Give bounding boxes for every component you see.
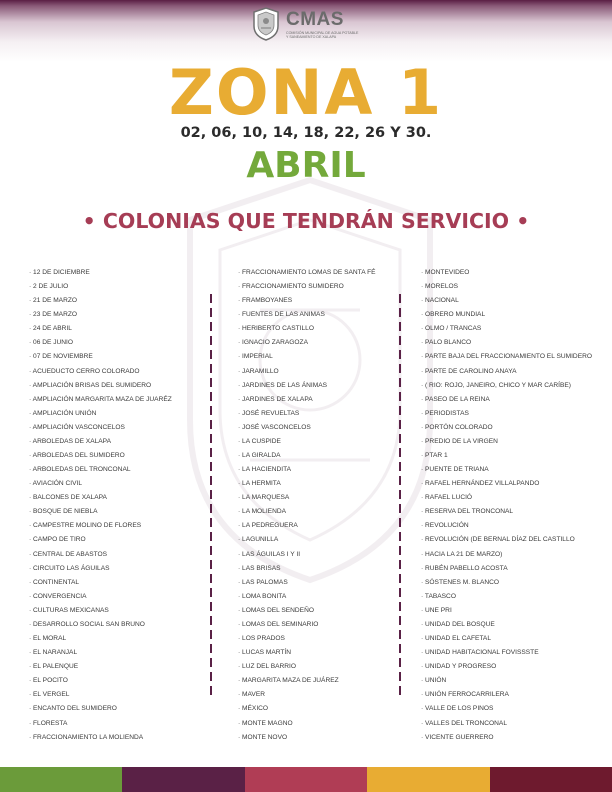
footer-color-segment	[122, 767, 244, 792]
colonia-item: · JOSÉ VASCONCELOS	[238, 421, 376, 435]
colonia-item: · EL MORAL	[29, 632, 172, 646]
colonia-item: · LA PEDREGUERA	[238, 519, 376, 533]
colonia-item: · CAMPO DE TIRO	[29, 533, 172, 547]
colonia-item: · CONVERGENCIA	[29, 590, 172, 604]
colonia-item: · LUZ DEL BARRIO	[238, 660, 376, 674]
colonia-item: · JARDINES DE XALAPA	[238, 393, 376, 407]
colonia-item: · EL POCITO	[29, 674, 172, 688]
logo-subtitle: COMISIÓN MUNICIPAL DE AGUA POTABLE Y SANEAMIENTO DE XALAPA	[286, 31, 359, 40]
colonia-item: · BOSQUE DE NIEBLA	[29, 505, 172, 519]
colonia-item: · UNE PRI	[421, 604, 592, 618]
colonia-item: · 06 DE JUNIO	[29, 336, 172, 350]
colonia-item: · CENTRAL DE ABASTOS	[29, 548, 172, 562]
colonia-item: · PALO BLANCO	[421, 336, 592, 350]
colonia-item: · AMPLIACIÓN UNIÓN	[29, 407, 172, 421]
colonia-item: · MONTE MAGNO	[238, 717, 376, 731]
colonia-item: · PARTE DE CAROLINO ANAYA	[421, 365, 592, 379]
colonia-item: · LOS PRADOS	[238, 632, 376, 646]
colonia-item: · FUENTES DE LAS ANIMAS	[238, 308, 376, 322]
colonia-item: · LA HERMITA	[238, 477, 376, 491]
colonia-item: · HERIBERTO CASTILLO	[238, 322, 376, 336]
colonia-item: · RESERVA DEL TRONCONAL	[421, 505, 592, 519]
colonia-item: · CULTURAS MEXICANAS	[29, 604, 172, 618]
colonia-item: · PERIODISTAS	[421, 407, 592, 421]
colonia-item: · CIRCUITO LAS ÁGUILAS	[29, 562, 172, 576]
colonia-item: · EL VERGEL	[29, 688, 172, 702]
coat-of-arms-icon	[250, 6, 282, 42]
colonia-item: · 2 DE JULIO	[29, 280, 172, 294]
colonia-item: · LUCAS MARTÍN	[238, 646, 376, 660]
colonia-item: · UNIÓN	[421, 674, 592, 688]
colonia-item: · 07 DE NOVIEMBRE	[29, 350, 172, 364]
colonia-item: · REVOLUCIÓN	[421, 519, 592, 533]
colonias-column-1	[29, 266, 172, 745]
colonia-item: · LOMAS DEL SEMINARIO	[238, 618, 376, 632]
colonia-item: · UNIDAD Y PROGRESO	[421, 660, 592, 674]
colonia-item: · LA HACIENDITA	[238, 463, 376, 477]
colonia-item: · FRACCIONAMIENTO LOMAS DE SANTA FÉ	[238, 266, 376, 280]
colonia-item: · LAS BRISAS	[238, 562, 376, 576]
colonia-item: · 24 DE ABRIL	[29, 322, 172, 336]
cmas-logo	[250, 6, 362, 44]
zone-title: ZONA 1	[168, 56, 444, 129]
footer-color-segment	[0, 767, 122, 792]
colonia-item: · AMPLIACIÓN BRISAS DEL SUMIDERO	[29, 379, 172, 393]
colonia-item: · MÉXICO	[238, 702, 376, 716]
colonia-item: · CAMPESTRE MOLINO DE FLORES	[29, 519, 172, 533]
colonia-item: · UNIDAD HABITACIONAL FOVISSSTE	[421, 646, 592, 660]
footer-color-segment	[245, 767, 367, 792]
colonia-item: · TABASCO	[421, 590, 592, 604]
colonia-item: · SÓSTENES M. BLANCO	[421, 576, 592, 590]
colonias-column-3	[421, 266, 592, 745]
colonia-item: · LA CUSPIDE	[238, 435, 376, 449]
colonia-item: · OBRERO MUNDIAL	[421, 308, 592, 322]
colonia-item: · 21 DE MARZO	[29, 294, 172, 308]
colonia-item: · ( RIO: ROJO, JANEIRO, CHICO Y MAR CARÍBE)	[421, 379, 592, 393]
service-days: 02, 06, 10, 14, 18, 22, 26 Y 30.	[180, 125, 432, 141]
colonia-item: · 12 DE DICIEMBRE	[29, 266, 172, 280]
colonia-item: · MONTE NOVO	[238, 731, 376, 745]
colonias-column-2	[238, 266, 376, 745]
colonia-item: · RAFAEL LUCIÓ	[421, 491, 592, 505]
colonia-item: · UNIDAD DEL BOSQUE	[421, 618, 592, 632]
colonia-item: · HACIA LA 21 DE MARZO)	[421, 548, 592, 562]
colonia-item: · RAFAEL HERNÁNDEZ VILLALPANDO	[421, 477, 592, 491]
colonia-item: · FRACCIONAMIENTO LA MOLIENDA	[29, 731, 172, 745]
colonia-item: · PASEO DE LA REINA	[421, 393, 592, 407]
colonia-item: · ENCANTO DEL SUMIDERO	[29, 702, 172, 716]
colonia-item: · LAS PALOMAS	[238, 576, 376, 590]
colonia-item: · FRAMBOYANES	[238, 294, 376, 308]
colonia-item: · VALLES DEL TRONCONAL	[421, 717, 592, 731]
colonia-item: · DESARROLLO SOCIAL SAN BRUNO	[29, 618, 172, 632]
colonia-item: · VICENTE GUERRERO	[421, 731, 592, 745]
colonia-item: · LOMAS DEL SENDEÑO	[238, 604, 376, 618]
footer-color-segment	[490, 767, 612, 792]
colonia-item: · CONTINENTAL	[29, 576, 172, 590]
colonia-item: · AMPLIACIÓN VASCONCELOS	[29, 421, 172, 435]
colonia-item: · MARGARITA MAZA DE JUÁREZ	[238, 674, 376, 688]
colonia-item: · UNIDAD EL CAFETAL	[421, 632, 592, 646]
colonia-item: · FRACCIONAMIENTO SUMIDERO	[238, 280, 376, 294]
colonia-item: · LA GIRALDA	[238, 449, 376, 463]
column-divider	[210, 294, 212, 698]
colonia-item: · PTAR 1	[421, 449, 592, 463]
colonia-item: · IGNACIO ZARAGOZA	[238, 336, 376, 350]
colonia-item: · 23 DE MARZO	[29, 308, 172, 322]
colonia-item: · EL NARANJAL	[29, 646, 172, 660]
colonia-item: · UNIÓN FERROCARRILERA	[421, 688, 592, 702]
colonia-item: · LA MOLIENDA	[238, 505, 376, 519]
colonia-item: · ARBOLEDAS DEL TRONCONAL	[29, 463, 172, 477]
footer-color-segment	[367, 767, 489, 792]
colonia-item: · JARAMILLO	[238, 365, 376, 379]
colonia-item: · JOSÉ REVUELTAS	[238, 407, 376, 421]
colonia-item: · AMPLIACIÓN MARGARITA MAZA DE JUARÉZ	[29, 393, 172, 407]
colonia-item: · MONTEVIDEO	[421, 266, 592, 280]
colonia-item: · JARDINES DE LAS ÁNIMAS	[238, 379, 376, 393]
footer-color-bar	[0, 767, 612, 792]
month-title: ABRIL	[246, 145, 366, 186]
colonia-item: · OLMO / TRANCAS	[421, 322, 592, 336]
logo-name: CMAS	[286, 9, 344, 30]
colonia-item: · LAS ÁGUILAS I Y II	[238, 548, 376, 562]
colonia-item: · REVOLUCIÓN (DE BERNAL DÍAZ DEL CASTILLO	[421, 533, 592, 547]
colonia-item: · MAVER	[238, 688, 376, 702]
colonia-item: · NACIONAL	[421, 294, 592, 308]
colonia-item: · MORELOS	[421, 280, 592, 294]
colonia-item: · ACUEDUCTO CERRO COLORADO	[29, 365, 172, 379]
colonia-item: · ARBOLEDAS DE XALAPA	[29, 435, 172, 449]
colonia-item: · PORTÓN COLORADO	[421, 421, 592, 435]
colonia-item: · PARTE BAJA DEL FRACCIONAMIENTO EL SUMIDERO	[421, 350, 592, 364]
colonia-item: · IMPERIAL	[238, 350, 376, 364]
column-divider	[399, 294, 401, 698]
section-heading: • COLONIAS QUE TENDRÁN SERVICIO •	[82, 209, 530, 233]
colonia-item: · ARBOLEDAS DEL SUMIDERO	[29, 449, 172, 463]
colonia-item: · PUENTE DE TRIANA	[421, 463, 592, 477]
colonia-item: · LA MARQUESA	[238, 491, 376, 505]
colonia-item: · AVIACIÓN CIVIL	[29, 477, 172, 491]
colonia-item: · BALCONES DE XALAPA	[29, 491, 172, 505]
colonia-item: · EL PALENQUE	[29, 660, 172, 674]
colonia-item: · RUBÉN PABELLO ACOSTA	[421, 562, 592, 576]
colonia-item: · FLORESTA	[29, 717, 172, 731]
colonia-item: · LOMA BONITA	[238, 590, 376, 604]
colonia-item: · LAGUNILLA	[238, 533, 376, 547]
colonia-item: · VALLE DE LOS PINOS	[421, 702, 592, 716]
colonia-item: · PREDIO DE LA VIRGEN	[421, 435, 592, 449]
